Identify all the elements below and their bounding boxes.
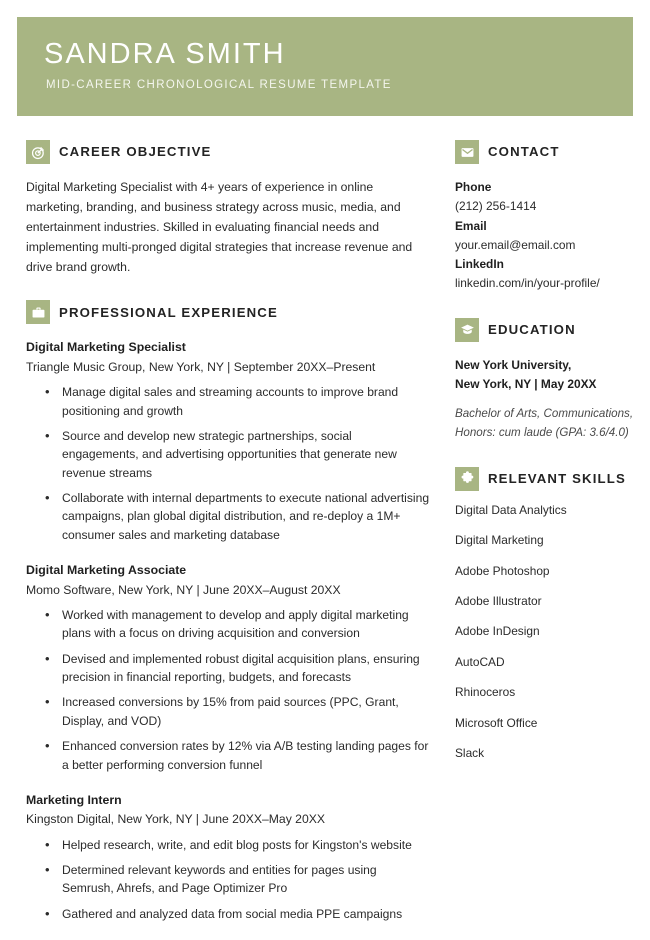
contact-value-linkedin[interactable]: linkedin.com/in/your-profile/ xyxy=(455,276,600,291)
skill-item: AutoCAD xyxy=(455,654,505,669)
section-relevant-skills xyxy=(455,467,635,760)
job-title: Marketing Intern xyxy=(26,792,122,807)
skill-item: Slack xyxy=(455,746,485,761)
job-title: Digital Marketing Specialist xyxy=(26,340,186,355)
job-title: Digital Marketing Associate xyxy=(26,563,187,578)
job-bullet: • Collaborate with internal departments to execute national advertising campaigns, plan global digital distribution, and re-deploy a 1M+ consumer sales and marketing database xyxy=(62,489,430,544)
section-title-text: RELEVANT SKILLS xyxy=(488,471,626,487)
education-school-line-1: New York University, xyxy=(455,357,572,372)
job-bullet: • Manage digital sales and streaming accounts to improve brand positioning and growth xyxy=(62,383,430,420)
job-bullet: • Worked with management to develop and apply digital marketing plans with a focus on driving acquisition and conversion xyxy=(62,606,430,643)
contact-label-linkedin: LinkedIn xyxy=(455,257,504,272)
skills-list xyxy=(455,502,635,761)
candidate-name: SANDRA SMITH xyxy=(44,38,286,70)
section-education xyxy=(455,318,635,443)
contact-details xyxy=(455,178,635,294)
skill-item: Adobe InDesign xyxy=(455,624,540,639)
section-contact xyxy=(455,140,635,294)
career-objective-text: Digital Marketing Specialist with 4+ years of experience in online marketing, branding, and business strategy across music, media, and entertainment industries. Skilled in evaluating financial needs and implementing multi-pronged digital strategies that increase revenue and drive brand growth. xyxy=(26,180,413,274)
job-meta: Kingston Digital, New York, NY | June 20XX–May 20XX xyxy=(26,812,325,827)
section-title-text: PROFESSIONAL EXPERIENCE xyxy=(59,304,278,320)
skill-item: Digital Marketing xyxy=(455,533,544,548)
resume-header-band xyxy=(17,17,633,116)
section-title-text: EDUCATION xyxy=(488,322,576,338)
job-bullet: • Determined relevant keywords and entities for pages using Semrush, Ahrefs, and Page Optimizer Pro xyxy=(62,861,430,898)
section-title-text: CONTACT xyxy=(488,144,560,160)
section-career-objective xyxy=(26,140,430,277)
contact-label-email: Email xyxy=(455,218,487,233)
skill-item: Adobe Illustrator xyxy=(455,594,542,609)
job-bullet: • Source and develop new strategic partnerships, social engagements, and advertising opportunities that generate new revenue streams xyxy=(62,427,430,482)
section-heading-contact xyxy=(455,140,635,164)
job-bullet: • Gathered and analyzed data from social media PPE campaigns xyxy=(62,905,430,923)
section-heading-relevant-skills xyxy=(455,467,635,491)
section-heading-professional-experience xyxy=(26,300,430,324)
job-bullet-list xyxy=(26,383,430,544)
contact-value-phone: (212) 256-1414 xyxy=(455,199,537,214)
education-entry xyxy=(455,356,635,443)
job-meta: Momo Software, New York, NY | June 20XX–August 20XX xyxy=(26,582,341,597)
experience-entry xyxy=(26,561,430,774)
job-bullet: • Helped research, write, and edit blog posts for Kingston's website xyxy=(62,836,430,854)
education-detail-line-2: Honors: cum laude (GPA: 3.6/4.0) xyxy=(455,426,629,440)
envelope-icon xyxy=(455,140,479,164)
job-bullet: • Increased conversions by 15% from paid sources (PPC, Grant, Display, and VOD) xyxy=(62,693,430,730)
job-bullet: • Enhanced conversion rates by 12% via A/B testing landing pages for a better performing conversion funnel xyxy=(62,737,430,774)
contact-value-email[interactable]: your.email@email.com xyxy=(455,237,576,252)
job-bullet-list xyxy=(26,836,430,924)
main-column xyxy=(26,140,430,940)
job-bullet: • Devised and implemented robust digital acquisition plans, ensuring precision in financial reporting, budgets, and forecasts xyxy=(62,650,430,687)
skill-item: Microsoft Office xyxy=(455,715,538,730)
section-heading-education xyxy=(455,318,635,342)
sidebar-column xyxy=(455,140,635,778)
section-professional-experience xyxy=(26,300,430,923)
briefcase-icon xyxy=(26,300,50,324)
education-detail-line-1: Bachelor of Arts, Communications, xyxy=(455,407,634,421)
job-bullet-list xyxy=(26,606,430,774)
section-heading-career-objective xyxy=(26,140,430,164)
experience-entry xyxy=(26,791,430,923)
experience-entry xyxy=(26,338,430,544)
resume-subtitle: MID-CAREER CHRONOLOGICAL RESUME TEMPLATE xyxy=(46,79,392,91)
puzzle-piece-icon xyxy=(455,467,479,491)
job-meta: Triangle Music Group, New York, NY | September 20XX–Present xyxy=(26,359,376,374)
skill-item: Rhinoceros xyxy=(455,685,516,700)
skill-item: Adobe Photoshop xyxy=(455,563,550,578)
skill-item: Digital Data Analytics xyxy=(455,502,567,517)
graduation-cap-icon xyxy=(455,318,479,342)
section-title-text: CAREER OBJECTIVE xyxy=(59,144,212,160)
target-icon xyxy=(26,140,50,164)
education-school-line-2: New York, NY | May 20XX xyxy=(455,376,597,391)
contact-label-phone: Phone xyxy=(455,180,492,194)
